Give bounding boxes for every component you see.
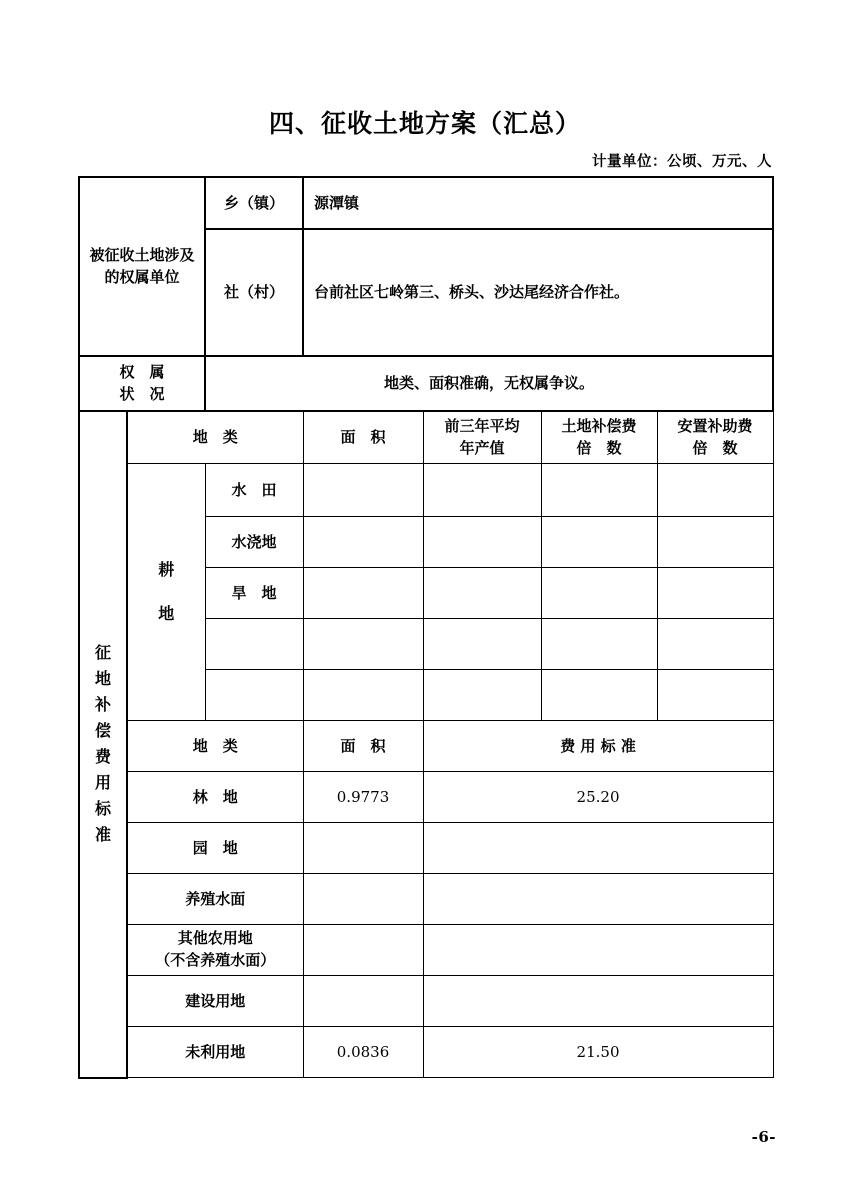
header-land-type-2: 地 类 bbox=[127, 721, 303, 772]
table-row-construction-land bbox=[79, 976, 773, 1027]
measurement-unit-note: 计量单位：公顷、万元、人 bbox=[592, 153, 772, 170]
avg-output-cell bbox=[423, 670, 541, 721]
area-cell bbox=[303, 619, 423, 670]
area-cell bbox=[303, 670, 423, 721]
land-comp-multiple-cell bbox=[541, 517, 657, 568]
resettle-multiple-cell bbox=[657, 568, 773, 619]
table-row-lower-header bbox=[79, 721, 773, 772]
table-row-upper-header bbox=[79, 411, 773, 464]
land-type-cell: 建设用地 bbox=[127, 976, 303, 1027]
land-comp-multiple-cell bbox=[541, 619, 657, 670]
land-type-cell: 未利用地 bbox=[127, 1027, 303, 1078]
ownership-status-label-line2: 状 况 bbox=[119, 384, 165, 403]
land-type-cell: 园 地 bbox=[127, 823, 303, 874]
land-type-cell: 林 地 bbox=[127, 772, 303, 823]
land-type-cell: 其他农用地 （不含养殖水面） bbox=[127, 925, 303, 976]
area-cell bbox=[303, 925, 423, 976]
table-row-other-agricultural-land bbox=[79, 925, 773, 976]
vlabel-char-4: 费 bbox=[94, 747, 111, 767]
resettle-multiple-cell bbox=[657, 619, 773, 670]
land-type-cell bbox=[205, 670, 303, 721]
township-label: 乡（镇） bbox=[205, 177, 303, 229]
header-land-type: 地 类 bbox=[127, 411, 303, 464]
fee-standard-cell: 25.20 bbox=[423, 772, 773, 823]
village-value: 台前社区七岭第三、桥头、沙达尾经济合作社。 bbox=[303, 229, 773, 356]
vertical-label-chars bbox=[80, 640, 126, 848]
avg-output-cell bbox=[423, 464, 541, 517]
land-type-cell: 水 田 bbox=[205, 464, 303, 517]
area-cell bbox=[303, 874, 423, 925]
header-resettlement-subsidy-multiple: 安置补助费 倍 数 bbox=[657, 411, 773, 464]
ownership-status-value: 地类、面积准确，无权属争议。 bbox=[205, 356, 773, 411]
resettle-multiple-cell bbox=[657, 464, 773, 517]
area-cell: 0.0836 bbox=[303, 1027, 423, 1078]
township-value: 源潭镇 bbox=[303, 177, 773, 229]
avg-output-cell bbox=[423, 568, 541, 619]
land-type-cell: 水浇地 bbox=[205, 517, 303, 568]
ownership-unit-header: 被征收土地涉及的权属单位 bbox=[79, 177, 205, 356]
vlabel-char-6: 标 bbox=[94, 799, 111, 819]
land-comp-multiple-cell bbox=[541, 464, 657, 517]
header-fee-standard: 费 用 标 准 bbox=[423, 721, 773, 772]
vlabel-char-7: 准 bbox=[94, 825, 111, 845]
cultivated-land-group-label bbox=[127, 464, 205, 721]
avg-output-cell bbox=[423, 517, 541, 568]
table-row-township bbox=[79, 177, 773, 229]
area-cell: 0.9773 bbox=[303, 772, 423, 823]
fee-standard-cell bbox=[423, 874, 773, 925]
table-row-ownership-status bbox=[79, 356, 773, 411]
cultivated-land-chars: 耕 地 bbox=[158, 560, 175, 623]
table-row-paddy-field bbox=[79, 464, 773, 517]
page-number: -6- bbox=[751, 1128, 776, 1146]
area-cell bbox=[303, 568, 423, 619]
fee-standard-cell bbox=[423, 925, 773, 976]
fee-standard-cell: 21.50 bbox=[423, 1027, 773, 1078]
table-row-forest-land bbox=[79, 772, 773, 823]
compensation-standard-vertical-label bbox=[79, 411, 127, 1078]
table-row-aquaculture-surface bbox=[79, 874, 773, 925]
header-avg-annual-output: 前三年平均 年产值 bbox=[423, 411, 541, 464]
land-type-cell bbox=[205, 619, 303, 670]
vlabel-char-5: 用 bbox=[94, 773, 111, 793]
village-label: 社（村） bbox=[205, 229, 303, 356]
area-cell bbox=[303, 823, 423, 874]
fee-standard-cell bbox=[423, 976, 773, 1027]
table-row-garden-land bbox=[79, 823, 773, 874]
fee-standard-cell bbox=[423, 823, 773, 874]
header-area: 面 积 bbox=[303, 411, 423, 464]
header-land-compensation-multiple: 土地补偿费 倍 数 bbox=[541, 411, 657, 464]
vlabel-char-0: 征 bbox=[94, 643, 111, 663]
area-cell bbox=[303, 976, 423, 1027]
ownership-status-label-line1: 权 属 bbox=[119, 362, 165, 381]
resettle-multiple-cell bbox=[657, 517, 773, 568]
header-area-2: 面 积 bbox=[303, 721, 423, 772]
land-comp-multiple-cell bbox=[541, 568, 657, 619]
land-type-cell: 养殖水面 bbox=[127, 874, 303, 925]
page-title: 四、征收土地方案（汇总） bbox=[268, 109, 581, 138]
land-type-cell: 旱 地 bbox=[205, 568, 303, 619]
avg-output-cell bbox=[423, 619, 541, 670]
vlabel-char-3: 偿 bbox=[94, 721, 111, 741]
ownership-status-label bbox=[79, 356, 205, 411]
table-row-unused-land bbox=[79, 1027, 773, 1078]
vlabel-char-1: 地 bbox=[94, 669, 111, 689]
vlabel-char-2: 补 bbox=[94, 695, 111, 715]
land-acquisition-table bbox=[78, 176, 772, 1079]
area-cell bbox=[303, 464, 423, 517]
resettle-multiple-cell bbox=[657, 670, 773, 721]
area-cell bbox=[303, 517, 423, 568]
land-comp-multiple-cell bbox=[541, 670, 657, 721]
